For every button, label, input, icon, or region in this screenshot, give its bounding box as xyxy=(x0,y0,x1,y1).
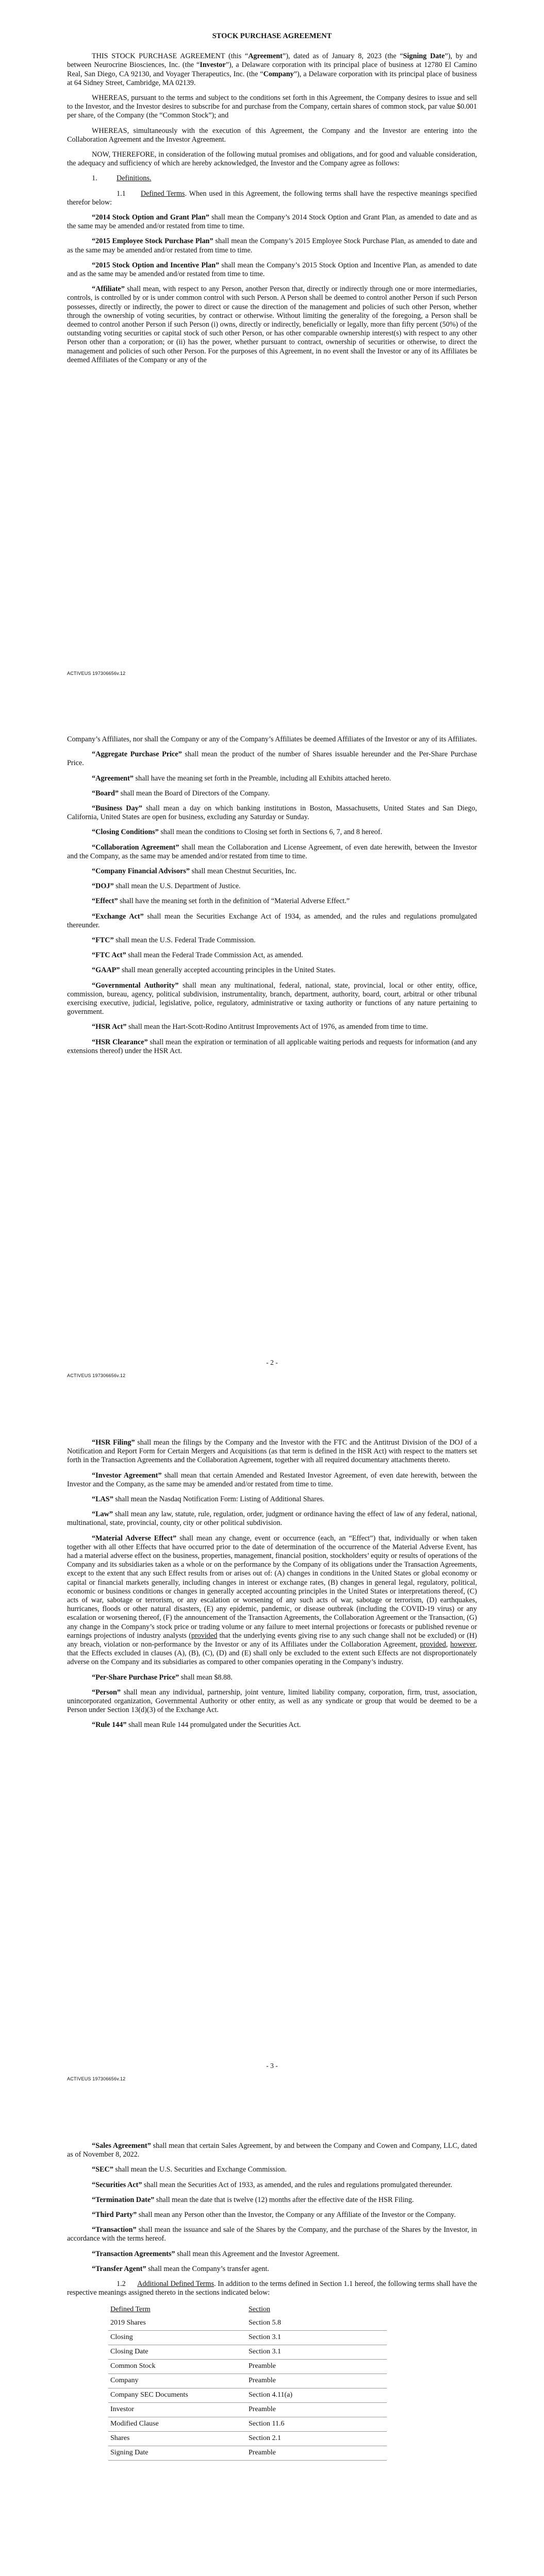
defined-term: “Company Financial Advisors” xyxy=(92,867,190,876)
definition-text: shall mean $8.88. xyxy=(179,1673,233,1682)
definition-text: provided xyxy=(191,1631,218,1640)
table-body xyxy=(108,2316,387,2461)
column-header-section: Section xyxy=(249,2306,270,2314)
section-text: . In addition to the terms defined in Section 1.1 hereof, the following terms shall have the respective meanings assigned thereto in the sections indicated below: xyxy=(67,2280,477,2297)
defined-term: “Governmental Authority” xyxy=(92,981,179,990)
definition-text: shall mean the Company’s 2015 Stock Option and Incentive Plan, as amended to date and as the same may be amended and/or restated from time to time. xyxy=(67,261,477,279)
defined-term: “GAAP” xyxy=(92,966,120,975)
continuation-text: Company’s Affiliates, nor shall the Company or any of the Company’s Affiliates be deemed Affiliates of the Investor or any of its Affiliates. xyxy=(67,735,477,743)
table-row xyxy=(108,2446,387,2461)
now-therefore-clause: NOW, THEREFORE, in consideration of the following mutual promises and obligations, and for good and valuable consideration, the adequacy and sufficiency of which are hereby acknowledged, the Investor and the Company agree as follows: xyxy=(67,150,477,168)
section-label: Defined Terms xyxy=(140,189,185,198)
table-row xyxy=(108,2316,387,2331)
definition-text: shall mean the Company’s 2014 Stock Option and Grant Plan, as amended to date and as the same may be amended and/or restated from time to time. xyxy=(67,213,477,231)
definition-text: shall mean the Collaboration and License Agreement, of even date herewith, between the Investor and the Company, as the same may be amended and/or restated from time to time. xyxy=(67,843,477,860)
defined-term: “Person” xyxy=(92,1688,121,1697)
definition-text: shall mean the Nasdaq Notification Form: Listing of Additional Shares. xyxy=(113,1495,325,1504)
defined-term: “Effect” xyxy=(92,897,118,906)
table-row xyxy=(108,2374,387,2388)
definition xyxy=(67,261,477,279)
whereas-clause-2: WHEREAS, simultaneously with the execution of this Agreement, the Company and the Investor are entering into the Collaboration Agreement and the Investor Agreement. xyxy=(67,126,477,144)
definition xyxy=(67,789,477,798)
definition-text: shall mean the Company’s 2015 Employee Stock Purchase Plan, as amended to date and as the same may be amended and/or restated from time to time. xyxy=(67,237,477,255)
definition xyxy=(67,843,477,861)
table-row xyxy=(108,2345,387,2360)
defined-term: “Termination Date” xyxy=(92,2195,155,2204)
defined-term: “Transfer Agent” xyxy=(92,2264,146,2273)
defined-term: “Aggregate Purchase Price” xyxy=(92,750,182,759)
definition xyxy=(67,1534,477,1667)
definition xyxy=(67,966,477,975)
definition xyxy=(67,774,477,783)
page-3 xyxy=(0,1406,544,2110)
definition xyxy=(67,1023,477,1031)
definition-text: shall mean the Company’s transfer agent. xyxy=(146,2264,269,2273)
definition-text: shall mean the issuance and sale of the Shares by the Company, and the purchase of the Shares by the Investor, in accordance with the terms hereof. xyxy=(67,2226,477,2243)
document-id: ACTIVEUS 197306656v.12 xyxy=(67,671,126,676)
definition-text: shall mean any individual, partnership, joint venture, limited liability company, corporation, firm, trust, association, unincorporated organization, Governmental Authority or other entity, as well as any syndicate or group that would be deemed to be a Person under Section 13(d)(3) of the Exchange Act. xyxy=(67,1688,477,1715)
definition-text: shall mean any Person other than the Investor, the Company or any Affiliate of the Investor or the Company. xyxy=(137,2211,456,2219)
definition-text: shall mean the date that is twelve (12) months after the effective date of the HSR Filing. xyxy=(154,2195,414,2204)
defined-term: “Investor Agreement” xyxy=(92,1471,162,1480)
definition xyxy=(67,1471,477,1489)
definition-text: shall mean a day on which banking institutions in Boston, Massachusetts, United States and San Diego, California, United States are open for business, excluding any Saturday or Sunday. xyxy=(67,804,477,822)
definition-text: shall mean the U.S. Securities and Exchange Commission. xyxy=(113,2165,287,2174)
definition xyxy=(67,936,477,945)
defined-term: “Exchange Act” xyxy=(92,912,144,921)
defined-term: “FTC Act” xyxy=(92,951,126,960)
definition xyxy=(67,237,477,255)
definition xyxy=(67,285,477,365)
definition-text: shall mean the Securities Exchange Act of 1934, as amended, and the rules and regulations promulgated thereunder. xyxy=(67,912,477,929)
definition-text: shall have the meaning set forth in the definition of “Material Adverse Effect.” xyxy=(118,897,350,906)
definition xyxy=(67,804,477,822)
definition-text: shall mean the Securities Act of 1933, as amended, and the rules and regulations promulgated thereunder. xyxy=(142,2180,452,2189)
defined-term: “SEC” xyxy=(92,2165,113,2174)
defined-term: “Law” xyxy=(92,1510,113,1519)
table-row xyxy=(108,2403,387,2417)
defined-term-cell: Investor xyxy=(108,2403,246,2417)
defined-term: “Per-Share Purchase Price” xyxy=(92,1673,179,1682)
defined-term-cell: Modified Clause xyxy=(108,2417,246,2432)
definition-text: shall mean, with respect to any Person, another Person that, directly or indirectly through one or more intermediaries, controls, is controlled by or is under common control with such Person. A Person shall be deemed to control another Person if such Person possesses, directly or indirectly, the power to direct or cause the direction of the management and policies of such other Person, whether through the ownership of voting securities, by contract or otherwise. Without limiting the generality of the foregoing, a Person shall be deemed to control another Person if such Person (i) owns, directly or indirectly, beneficially or legally, more than fifty percent (50%) of the outstanding voting securities or capital stock of such other Person, or has other comparable ownership interest(s) with respect to any other Person other than a corporation; or (ii) has the power, whether pursuant to contract, ownership of securities or otherwise, to direct the management and policies of such other Person. For the purposes of this Agreement, in no event shall the Investor or any of its Affiliates be deemed Affiliates of the Company or any of the xyxy=(67,285,477,364)
defined-term: “LAS” xyxy=(92,1495,113,1504)
page-1 xyxy=(0,0,544,703)
definition-text: shall mean Chestnut Securities, Inc. xyxy=(190,867,296,876)
section-1-2 xyxy=(67,2280,477,2297)
definition xyxy=(67,1438,477,1465)
defined-term: “DOJ” xyxy=(92,882,114,891)
definition-text: shall mean the U.S. Federal Trade Commission. xyxy=(113,936,256,945)
definition xyxy=(67,213,477,231)
defined-term: “Rule 144” xyxy=(92,1721,127,1730)
defined-term: “Securities Act” xyxy=(92,2180,142,2189)
defined-term: “FTC” xyxy=(92,936,114,945)
page-number: - 2 - xyxy=(266,1359,278,1366)
defined-term: “Agreement” xyxy=(92,774,134,783)
definition-text: shall mean this Agreement and the Investor Agreement. xyxy=(175,2249,340,2258)
defined-term: “Business Day” xyxy=(92,804,142,813)
defined-term-cell: Shares xyxy=(108,2432,246,2446)
section-number: 1. xyxy=(92,174,97,183)
definition xyxy=(67,912,477,930)
definition xyxy=(67,2165,477,2174)
definition xyxy=(67,2142,477,2159)
defined-term-cell: 2019 Shares xyxy=(108,2316,246,2331)
section-cell: Section 11.6 xyxy=(246,2417,387,2432)
defined-term: “Third Party” xyxy=(92,2211,137,2219)
defined-term: “2014 Stock Option and Grant Plan” xyxy=(92,213,209,222)
section-label: Additional Defined Terms xyxy=(137,2280,214,2289)
defined-term-cell: Closing xyxy=(108,2331,246,2345)
defined-term: “HSR Clearance” xyxy=(92,1038,148,1046)
definition xyxy=(67,2265,477,2274)
section-cell: Preamble xyxy=(246,2446,387,2461)
definition xyxy=(67,2226,477,2243)
defined-term: “Closing Conditions” xyxy=(92,828,159,837)
definition-text: shall mean any law, statute, rule, regulation, order, judgment or ordinance having the effect of law of any federal, national, multinational, state, provincial, county, city or other political subdivision. xyxy=(67,1510,477,1528)
definition-text: , xyxy=(446,1640,451,1649)
definition-text: however xyxy=(450,1640,475,1649)
page-4 xyxy=(0,2110,544,2576)
defined-term: “HSR Filing” xyxy=(92,1438,135,1447)
document-id: ACTIVEUS 197306656v.12 xyxy=(67,1373,126,1378)
defined-term: “2015 Stock Option and Incentive Plan” xyxy=(92,261,220,269)
definition xyxy=(67,2196,477,2205)
page-number: - 3 - xyxy=(266,2062,278,2070)
definition xyxy=(67,882,477,891)
whereas-clause-1: WHEREAS, pursuant to the terms and subject to the conditions set forth in this Agreement, the Company desires to issue and sell to the Investor, and the Investor desires to subscribe for and purchase from the Company, certain shares of common stock, par value $0.001 per share, of the Company (the “Common Stock”); and xyxy=(67,94,477,120)
section-cell: Preamble xyxy=(246,2374,387,2388)
definition-text: shall mean generally accepted accounting principles in the United States. xyxy=(120,966,336,975)
section-number: 1.2 xyxy=(117,2280,126,2289)
section-text: . When used in this Agreement, the following terms shall have the respective meanings specified therefor below: xyxy=(67,189,477,207)
definition-text: shall mean that certain Amended and Restated Investor Agreement, of even date herewith, between the Investor and the Company, as the same may be amended and/or restated from time to time. xyxy=(67,1471,477,1488)
section-1-heading xyxy=(67,174,477,183)
definition xyxy=(67,1688,477,1715)
definition xyxy=(67,1673,477,1682)
table-header-row xyxy=(108,2303,387,2316)
section-cell: Section 3.1 xyxy=(246,2345,387,2360)
definition-text: shall mean the Federal Trade Commission Act, as amended. xyxy=(126,951,303,960)
document-id: ACTIVEUS 197306656v.12 xyxy=(67,2076,126,2081)
definition xyxy=(67,750,477,768)
definition xyxy=(67,2181,477,2190)
section-number: 1.1 xyxy=(117,189,126,198)
definition-text: , that the Effects excluded in clauses (A), (B), (C), (D) and (E) shall only be excluded to the extent such Effects are not disproportionately adverse on the Company and its subsidiaries as compared to other companies operating in the Company’s industry. xyxy=(67,1640,477,1667)
definition xyxy=(67,1038,477,1056)
definition xyxy=(67,951,477,960)
definition-text: shall mean the Hart-Scott-Rodino Antitrust Improvements Act of 1976, as amended from time to time. xyxy=(126,1023,428,1031)
section-label: Definitions. xyxy=(117,174,152,183)
additional-defined-terms-table xyxy=(108,2303,387,2461)
defined-term: “Collaboration Agreement” xyxy=(92,843,179,852)
table-row xyxy=(108,2417,387,2432)
definition xyxy=(67,981,477,1017)
definition xyxy=(67,867,477,876)
section-cell: Section 3.1 xyxy=(246,2331,387,2345)
definition-text: shall mean the conditions to Closing set forth in Sections 6, 7, and 8 hereof. xyxy=(158,828,383,837)
defined-term: “Affiliate” xyxy=(92,285,125,294)
section-cell: Preamble xyxy=(246,2360,387,2374)
page-2 xyxy=(0,703,544,1406)
table-row xyxy=(108,2388,387,2403)
defined-term-cell: Signing Date xyxy=(108,2446,246,2461)
definition xyxy=(67,2211,477,2219)
definition xyxy=(67,828,477,837)
table-row xyxy=(108,2360,387,2374)
table-row xyxy=(108,2432,387,2446)
definition-text: shall mean the expiration or termination of all applicable waiting periods and requests for information (and any extensions thereof) under the HSR Act. xyxy=(67,1038,477,1055)
definition xyxy=(67,2250,477,2259)
defined-term-cell: Company SEC Documents xyxy=(108,2388,246,2403)
defined-term-cell: Closing Date xyxy=(108,2345,246,2360)
document-title: STOCK PURCHASE AGREEMENT xyxy=(212,32,332,40)
definition xyxy=(67,1495,477,1504)
defined-term: “Sales Agreement” xyxy=(92,2142,151,2150)
definition-text: shall mean Rule 144 promulgated under the Securities Act. xyxy=(126,1721,301,1730)
definition-text: shall mean any multinational, federal, national, state, provincial, local or other entity, office, commission, bureau, agency, political subdivision, instrumentality, branch, department, authority, board, court, arbitral or other tribunal exercising executive, judicial, legislative, police, regulatory, administrative or taxing authority or functions of any nature pertaining to government. xyxy=(67,981,477,1016)
table-row xyxy=(108,2331,387,2345)
definition-text: shall mean the Board of Directors of the Company. xyxy=(119,789,270,798)
definition-text: shall mean the product of the number of Shares issuable hereunder and the Per-Share Purchase Price. xyxy=(67,750,477,768)
preamble: THIS STOCK PURCHASE AGREEMENT (this “Agreement”), dated as of January 8, 2023 (the “Signing Date”), by and between Neurocrine Biosciences, Inc. (the “Investor”), a Delaware corporation with its principal place of business at 12780 El Camino Real, San Diego, CA 92130, and Voyager Therapeutics, Inc. (the “Company”), a Delaware corporation with its principal place of business at 64 Sidney Street, Cambridge, MA 02139. xyxy=(67,52,477,87)
definition-text: shall have the meaning set forth in the Preamble, including all Exhibits attached hereto. xyxy=(133,774,391,783)
definition-text: that the underlying events giving rise to any such change shall not be excluded) or (H) any breach, violation or non-performance by the Investor or any of its Affiliates under the Collaboration Agreement, xyxy=(67,1631,477,1649)
section-cell: Section 4.11(a) xyxy=(246,2388,387,2403)
section-cell: Section 2.1 xyxy=(246,2432,387,2446)
defined-term: “Board” xyxy=(92,789,119,798)
section-cell: Preamble xyxy=(246,2403,387,2417)
defined-term: “2015 Employee Stock Purchase Plan” xyxy=(92,237,213,246)
defined-term: “Transaction” xyxy=(92,2226,137,2234)
section-1-1 xyxy=(67,190,477,207)
definition-text: shall mean the filings by the Company and the Investor with the FTC and the Antitrust Division of the DOJ of a Notification and Report Form for Certain Mergers and Acquisitions (as that term is defined in the HSR Act) with respect to the matters set forth in the Transaction Agreements and the Collaboration Agreement, together with all required documentary attachments thereto. xyxy=(67,1438,477,1465)
defined-term: “HSR Act” xyxy=(92,1023,127,1031)
definition-text: provided xyxy=(420,1640,446,1649)
column-header-term: Defined Term xyxy=(110,2306,151,2314)
definition-text: shall mean the U.S. Department of Justice. xyxy=(113,882,241,891)
definition-text: shall mean that certain Sales Agreement, by and between the Company and Cowen and Company, LLC, dated as of November 8, 2022. xyxy=(67,2142,477,2159)
defined-term-cell: Common Stock xyxy=(108,2360,246,2374)
defined-term: “Transaction Agreements” xyxy=(92,2249,175,2258)
definition xyxy=(67,1721,477,1730)
defined-term-cell: Company xyxy=(108,2374,246,2388)
defined-term: “Material Adverse Effect” xyxy=(92,1534,177,1543)
definition xyxy=(67,897,477,906)
definition xyxy=(67,1510,477,1528)
section-cell: Section 5.8 xyxy=(246,2316,387,2331)
definition-text: shall mean any change, event or occurrence (each, an “Effect”) that, individually or when taken together with all other Effects that have occurred prior to the date of determination of the occurrence of the Material Adverse Event, has had a material adverse effect on the business, properties, management, financial position, stockholders’ equity or results of operations of the Company and its subsidiaries taken as a whole or on the performance by the Company of its obligations under the Transaction Agreements, except to the extent that any such Effect results from or arises out of: (A) changes in conditions in the United States or global economy or capital or financial markets generally, including changes in interest or exchange rates, (B) changes in general legal, regulatory, political, economic or business conditions or changes in generally accepted accounting principles in the United States or interpretations thereof, (C) acts of war, sabotage or terrorism, or any escalation or worsening of any such acts of war, sabotage or terrorism, (D) earthquakes, hurricanes, floods or other natural disasters, (E) any epidemic, pandemic, or disease outbreak (including the COVID-19 virus) or any escalation or worsening thereof, (F) the announcement of the Transaction Agreements, the Collaboration Agreement or the Transaction, (G) any change in the Company’s stock price or trading volume or any failure to meet internal projections or forecasts or published revenue or earnings projections of industry analysts ( xyxy=(67,1534,477,1640)
